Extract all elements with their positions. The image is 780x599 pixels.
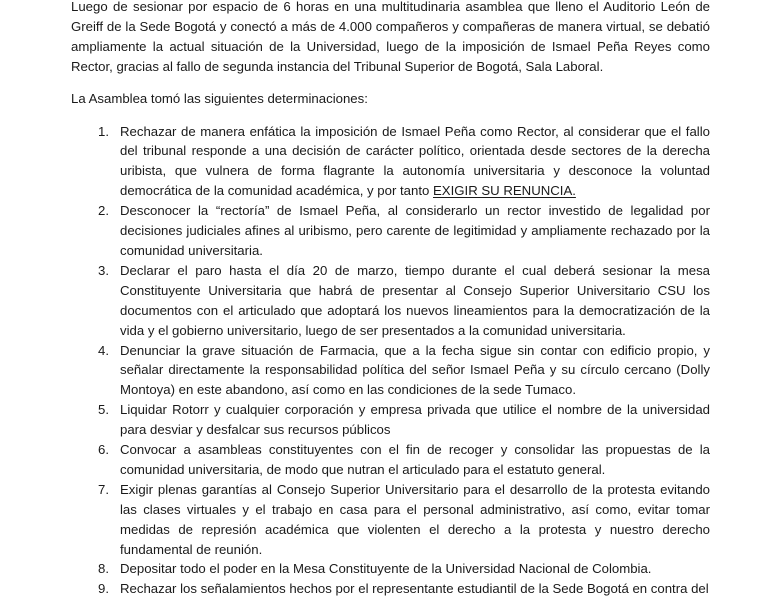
list-item-text-before: Declarar el paro hasta el día 20 de marzo, tiempo durante el cual deberá sesionar la mesa Constituyente Universitaria que habrá de presentar al Consejo Superior Universitario CSU los documentos con el articulado que adoptará los nuevos lineamientos para la democratización de la vida y el gobierno universitario, luego de ser presentados a la comunidad universitaria. — [120, 262, 710, 338]
list-item-number: 4. — [98, 342, 109, 358]
list-item-text-before: Desconocer la “rectoría” de Ismael Peña, al considerarlo un rector investido de legalidad por decisiones judiciales afines al uribismo, pero carente de legitimidad y ampliamente rechazado por la comunidad universitaria. — [120, 203, 710, 258]
list-item-text-before: Rechazar de manera enfática la imposición de Ismael Peña como Rector, al considerar que el fallo del tribunal responde a una decisión de carácter político, orientada desde sectores de la derecha uribista, que vulnera de forma flagrante la autonomía universitaria y desconoce la voluntad democrática de la comunidad académica, y por tanto — [120, 123, 710, 199]
list-item — [71, 201, 710, 261]
list-item-number: 9. — [98, 581, 109, 597]
intro-paragraph: La Asamblea tomó las siguientes determinaciones: — [71, 90, 368, 106]
list-item-text — [120, 261, 710, 341]
lead-paragraph: Luego de sesionar por espacio de 6 horas en una multitudinaria asamblea que lleno el Auditorio León de Greiff de la Sede Bogotá y conectó a más de 4.000 compañeros y compañeras de manera virtual, se debatió ampliamente la actual situación de la Universidad, luego de la imposición de Ismael Peña Reyes como Rector, gracias al fallo de segunda instancia del Tribunal Superior de Bogotá, Sala Laboral. — [71, 0, 710, 74]
list-item — [71, 400, 710, 440]
list-item-underlined-text: EXIGIR SU RENUNCIA. — [433, 183, 576, 199]
list-item-number: 1. — [98, 123, 109, 139]
list-item-text-before: Convocar a asambleas constituyentes con el fin de recoger y consolidar las propuestas de la comunidad universitaria, de modo que nutran el articulado para el estatuto general. — [120, 442, 710, 477]
list-item-number: 8. — [98, 561, 109, 577]
list-item-number: 2. — [98, 203, 109, 219]
list-item-number: 5. — [98, 402, 109, 418]
list-item — [71, 122, 710, 202]
list-item-number: 6. — [98, 442, 109, 458]
list-item — [71, 480, 710, 560]
list-item-number: 3. — [98, 262, 109, 278]
list-item-text — [120, 122, 710, 202]
list-item-text — [120, 440, 710, 480]
list-item-text-before: Exigir plenas garantías al Consejo Superior Universitario para el desarrollo de la protesta evitando las clases virtuales y el trabajo en casa para el personal administrativo, así como, evitar tomar medidas de represión académica que violenten el derecho a la protesta y nuestro derecho fundamental de reunión. — [120, 481, 710, 557]
list-item-text — [120, 400, 710, 440]
list-item — [71, 341, 710, 401]
list-item-text — [120, 201, 710, 261]
list-item-text — [120, 480, 710, 560]
list-item-number: 7. — [98, 481, 109, 497]
document-body — [71, 0, 710, 599]
list-item-text-before: Denunciar la grave situación de Farmacia, que a la fecha sigue sin contar con edificio propio, y señalar directamente la responsabilidad política del señor Ismael Peña y su círculo cercano (Dolly Montoya) en este abandono, así como en las condiciones de la sede Tumaco. — [120, 342, 710, 398]
determinations-list — [71, 122, 710, 599]
list-item-text-before: Rechazar los señalamientos hechos por el representante estudiantil de la Sede Bogotá en contra del — [120, 581, 709, 597]
list-item — [71, 261, 710, 341]
list-item — [71, 579, 710, 599]
list-item-text — [120, 579, 710, 599]
list-item-text-before: Liquidar Rotorr y cualquier corporación y empresa privada que utilice el nombre de la universidad para desviar y desfalcar sus recursos públicos — [120, 402, 710, 438]
list-item — [71, 559, 710, 579]
list-item-text — [120, 559, 710, 579]
list-item-text — [120, 341, 710, 401]
list-item — [71, 440, 710, 480]
list-item-text-before: Depositar todo el poder en la Mesa Constituyente de la Universidad Nacional de Colombia. — [120, 561, 652, 577]
